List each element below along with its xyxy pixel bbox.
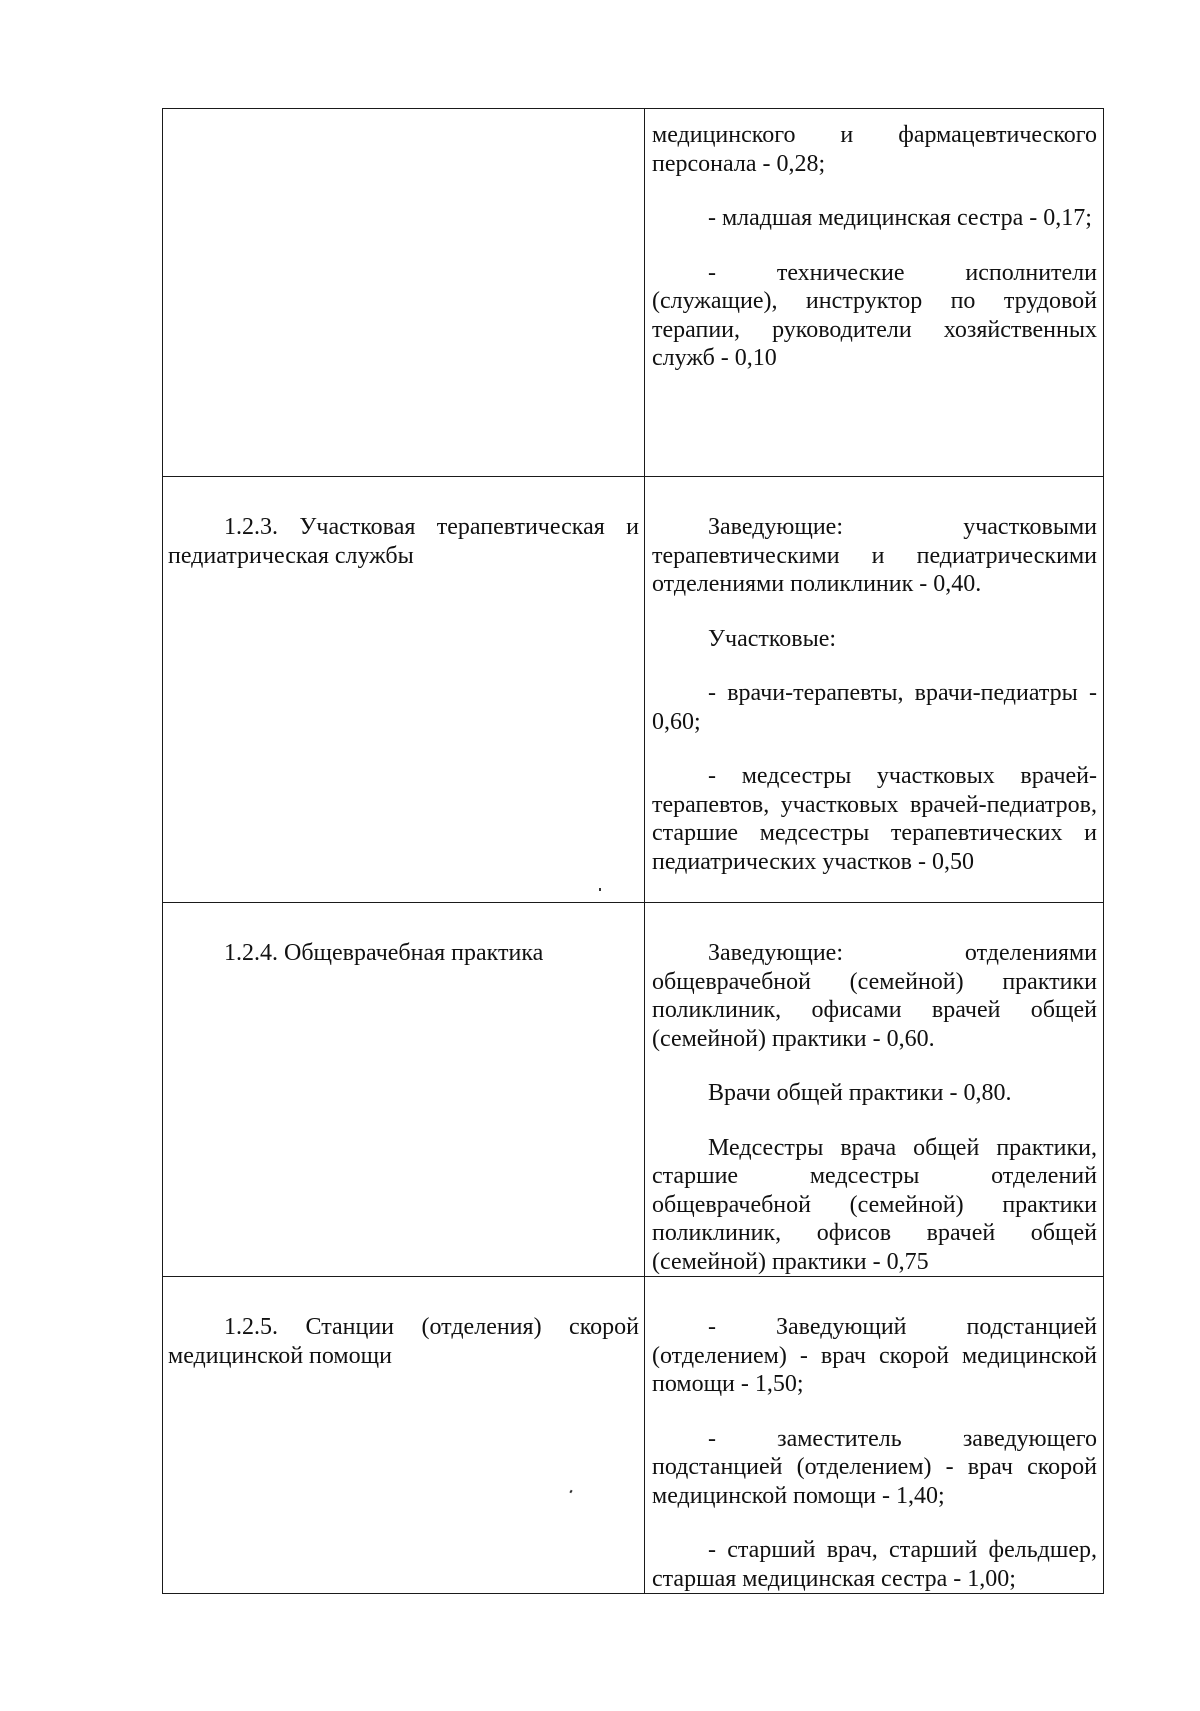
coefficient-text: Медсестры врача общей практики, старшие медсестры отделений общеврачебной (семейной) практики поликлиник, офисов врачей общей (семейной) практики - 0,75 [652, 1134, 1097, 1275]
coefficient-text: Заведующие: участковыми терапевтическими и педиатрическими отделениями поликлиник - 0,40. [652, 514, 1097, 597]
coefficient-text: медицинского и фармацевтического персонала - 0,28; [652, 122, 1097, 177]
table-row [163, 903, 1104, 1277]
coefficient-text: - младшая медицинская сестра - 0,17; [708, 205, 1092, 231]
coefficient-cell [645, 109, 1104, 477]
coefficient-text: - врачи-терапевты, врачи-педиатры - 0,60; [652, 680, 1097, 735]
category-text: 1.2.5. Станции (отделения) скорой медицинской помощи [168, 1314, 639, 1369]
coefficient-text: Заведующие: отделениями общеврачебной (семейной) практики поликлиник, офисами врачей общей (семейной) практики - 0,60. [652, 940, 1097, 1052]
category-cell [163, 1277, 645, 1594]
category-cell [163, 903, 645, 1277]
coefficient-text: - медсестры участковых врачей-терапевтов, участковых врачей-педиатров, старшие медсестры терапевтических и педиатрических участков - 0,50 [652, 763, 1097, 875]
table-row [163, 477, 1104, 903]
coefficients-table [162, 108, 1104, 1594]
coefficient-text: - Заведующий подстанцией (отделением) - врач скорой медицинской помощи - 1,50; [652, 1314, 1097, 1397]
coefficient-cell [645, 903, 1104, 1277]
category-text: 1.2.4. Общеврачебная практика [224, 940, 544, 966]
coefficient-text: - заместитель заведующего подстанцией (отделением) - врач скорой медицинской помощи - 1,40; [652, 1425, 1097, 1509]
coefficient-text: - старший врач, старший фельдшер, старшая медицинская сестра - 1,00; [652, 1537, 1097, 1592]
coefficient-cell [645, 477, 1104, 903]
scan-speck [599, 888, 601, 891]
coefficient-text: - технические исполнители (служащие), инструктор по трудовой терапии, руководители хозяйственных служб - 0,10 [652, 259, 1097, 371]
table-row [163, 1277, 1104, 1594]
coefficient-text: Участковые: [708, 625, 837, 652]
coefficient-cell [645, 1277, 1104, 1594]
coefficient-text: Врачи общей практики - 0,80. [708, 1080, 1012, 1106]
table-row [163, 109, 1104, 477]
category-text: 1.2.3. Участковая терапевтическая и педиатрическая службы [168, 514, 639, 569]
category-cell [163, 477, 645, 903]
category-cell [163, 109, 645, 477]
